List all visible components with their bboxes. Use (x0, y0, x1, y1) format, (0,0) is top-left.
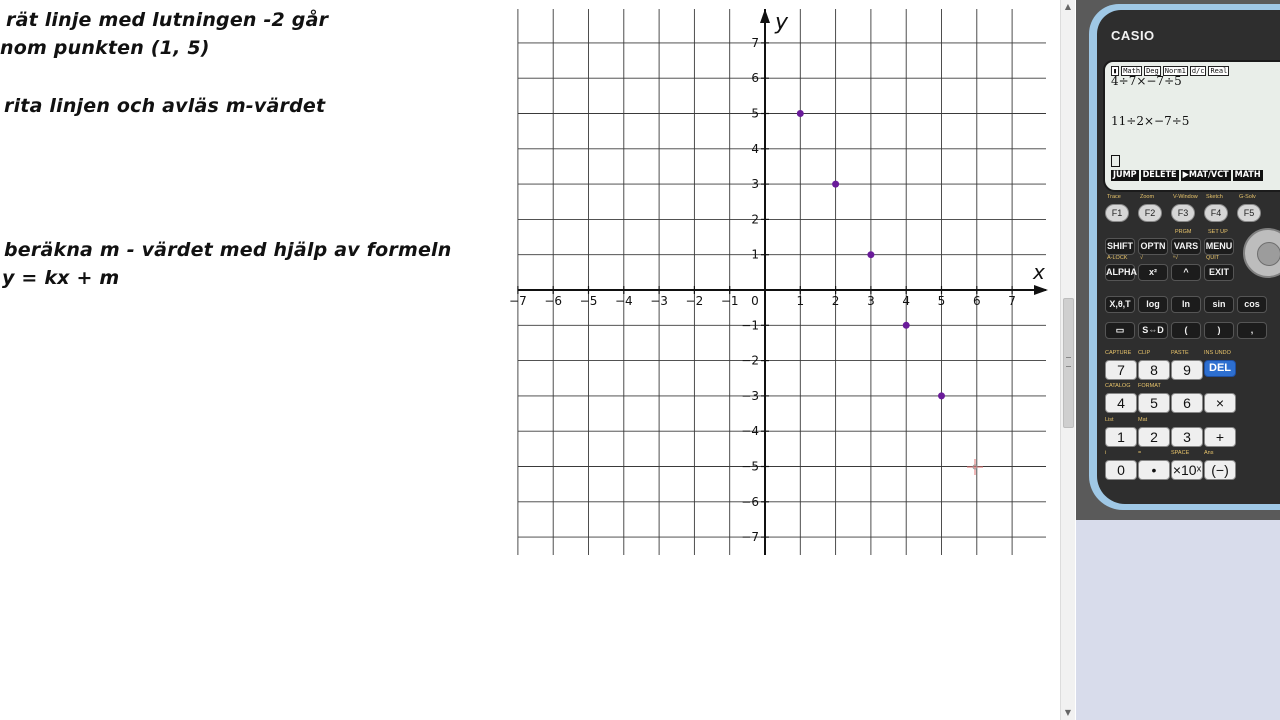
key-3-1[interactable]: • (1138, 460, 1170, 480)
note-line-4: beräkna m - värdet med hjälp av formeln (4, 239, 452, 261)
scrollbar-thumb[interactable] (1063, 298, 1074, 428)
fkey-f1-button[interactable]: F1 (1105, 204, 1129, 222)
x-axis-label: x (1033, 260, 1045, 284)
x-tick-label: 4 (902, 294, 911, 308)
fkey-label: Trace (1107, 194, 1121, 200)
calculator-display (1103, 60, 1280, 192)
crosshair-cursor-icon (966, 458, 984, 476)
dpad-control[interactable] (1243, 228, 1280, 278)
scroll-down-arrow-icon[interactable]: ▼ (1064, 708, 1072, 717)
key-0-0[interactable]: 7 (1105, 360, 1137, 380)
x-axis-arrow-icon (1034, 285, 1048, 295)
casio-logo: CASIO (1111, 28, 1155, 43)
calculator-face (1097, 10, 1280, 504)
data-point (797, 110, 804, 117)
key-row4-2[interactable]: ( (1171, 322, 1201, 339)
fkey-label: Zoom (1140, 194, 1155, 200)
key-vars[interactable]: VARS (1171, 238, 1201, 255)
shift-label: √ (1140, 255, 1144, 261)
key-1-1[interactable]: 5 (1138, 393, 1170, 413)
status-real: Real (1210, 67, 1228, 75)
key-alt-label: CLIP (1138, 350, 1151, 356)
key-alt-label: = (1138, 450, 1142, 456)
softkey-jump: JUMP (1113, 170, 1137, 180)
fkey-label: Sketch (1206, 194, 1223, 200)
data-point (938, 392, 945, 399)
x-tick-label: −1 (720, 294, 739, 308)
key-row4-1[interactable]: S⇔D (1138, 322, 1168, 339)
x-tick-label: −3 (650, 294, 668, 308)
key-alt-label: SPACE (1171, 450, 1190, 456)
status-dc: d/c (1191, 67, 1205, 75)
x-tick-label: 3 (867, 294, 875, 308)
y-tick-label: −6 (741, 494, 759, 509)
calculator-emulator-pane (1076, 0, 1280, 720)
y-tick-label: −2 (741, 353, 759, 368)
key-1-0[interactable]: 4 (1105, 393, 1137, 413)
key-row4-0[interactable]: ▭ (1105, 322, 1135, 339)
fkey-f3-button[interactable]: F3 (1171, 204, 1195, 222)
key-alt-label: PASTE (1171, 350, 1189, 356)
vertical-scrollbar[interactable] (1060, 0, 1075, 720)
key-alt-label: Mat (1138, 417, 1148, 423)
y-tick-label: 6 (751, 71, 759, 86)
key-row2-1[interactable]: x² (1138, 264, 1168, 281)
y-axis-label: y (775, 10, 789, 35)
key-func-3[interactable]: sin (1204, 296, 1234, 313)
y-tick-label: −5 (741, 459, 759, 474)
y-tick-label: −7 (741, 530, 759, 545)
key-row4-4[interactable]: , (1237, 322, 1267, 339)
key-0-2[interactable]: 9 (1171, 360, 1203, 380)
key-1-3[interactable]: × (1204, 393, 1236, 413)
status-deg: Deg (1146, 67, 1159, 75)
x-tick-label: −4 (614, 294, 633, 308)
softkey-math: MATH (1234, 170, 1261, 180)
key-1-2[interactable]: 6 (1171, 393, 1203, 413)
note-line-2: nom punkten (1, 5) (0, 37, 210, 59)
calculator-body (1089, 4, 1280, 510)
y-tick-label: −3 (741, 388, 759, 403)
key-func-0[interactable]: X,θ,T (1105, 296, 1135, 313)
key-0-1[interactable]: 8 (1138, 360, 1170, 380)
x-tick-label: 6 (972, 294, 981, 308)
softkey-mat-vct: ▶MAT/VCT (1182, 170, 1229, 180)
key-optn[interactable]: OPTN (1138, 238, 1168, 255)
origin-label: 0 (751, 294, 759, 308)
key-2-3[interactable]: + (1204, 427, 1236, 447)
display-line-1: 4÷7×−7÷5 (1111, 74, 1182, 88)
x-tick-label: 5 (937, 294, 946, 308)
x-tick-label: −6 (544, 294, 563, 308)
y-tick-label: 2 (751, 212, 759, 227)
data-point (903, 322, 910, 329)
data-point (832, 181, 839, 188)
note-line-1: rät linje med lutningen -2 går (6, 9, 329, 31)
shift-label: QUIT (1206, 255, 1220, 261)
key-func-1[interactable]: log (1138, 296, 1168, 313)
display-cursor (1111, 155, 1120, 167)
fkey-f2-button[interactable]: F2 (1138, 204, 1162, 222)
key-2-2[interactable]: 3 (1171, 427, 1203, 447)
y-tick-label: 1 (751, 247, 759, 262)
key-2-1[interactable]: 2 (1138, 427, 1170, 447)
key-3-3[interactable]: (−) (1204, 460, 1236, 480)
data-point (867, 251, 874, 258)
softkey-bar (1111, 170, 1263, 181)
key-row2-2[interactable]: ^ (1171, 264, 1201, 281)
status-math: Math (1123, 67, 1141, 75)
key-alt-label: i (1105, 450, 1107, 456)
key-row4-3[interactable]: ) (1204, 322, 1234, 339)
scroll-up-arrow-icon[interactable]: ▲ (1064, 2, 1072, 11)
x-tick-label: −7 (509, 294, 527, 308)
y-tick-label: 5 (751, 106, 759, 121)
fkey-f5-button[interactable]: F5 (1237, 204, 1261, 222)
key-3-2[interactable]: ×10ˣ (1172, 462, 1202, 478)
key-alt-label: CAPTURE (1105, 350, 1132, 356)
key-0-3[interactable]: DEL (1204, 360, 1236, 377)
key-alt-label: List (1105, 417, 1114, 423)
note-line-3: rita linjen och avläs m-värdet (4, 95, 326, 117)
key-menu[interactable]: MENU (1204, 238, 1234, 255)
note-line-5: y = kx + m (2, 267, 120, 289)
x-tick-label: −2 (685, 294, 704, 308)
key-alt-label: CATALOG (1105, 383, 1131, 389)
display-line-2: 11÷2×−7÷5 (1111, 114, 1190, 128)
y-axis-arrow-icon (760, 9, 770, 23)
y-tick-label: −4 (741, 424, 759, 439)
key-row2-0[interactable]: ALPHA (1105, 264, 1135, 281)
x-tick-label: 2 (831, 294, 840, 308)
key-2-0[interactable]: 1 (1105, 427, 1137, 447)
x-tick-label: 7 (1008, 294, 1016, 308)
y-tick-label: 3 (751, 177, 759, 192)
dpad-center-icon[interactable] (1257, 242, 1280, 266)
key-3-0[interactable]: 0 (1105, 460, 1137, 480)
key-func-2[interactable]: ln (1171, 296, 1201, 313)
key-row2-3[interactable]: EXIT (1204, 264, 1234, 281)
fkey-label: G-Solv (1239, 194, 1256, 200)
grip-icon (1066, 357, 1071, 367)
shift-label: SET UP (1208, 229, 1228, 235)
battery-icon: ▮ (1113, 67, 1118, 75)
x-tick-label: −5 (579, 294, 598, 308)
key-alt-label: FORMAT (1138, 383, 1161, 389)
softkey-delete: DELETE (1142, 170, 1177, 180)
y-tick-label: 7 (751, 35, 759, 50)
fkey-f4-button[interactable]: F4 (1204, 204, 1228, 222)
status-norm: Norm1 (1164, 67, 1186, 75)
key-alt-label: INS UNDO (1204, 350, 1231, 356)
emulator-frame (1076, 0, 1280, 520)
shift-label: A-LOCK (1107, 255, 1128, 261)
y-tick-label: 4 (751, 141, 759, 156)
y-tick-label: −1 (741, 318, 759, 333)
key-alt-label: Ans (1204, 450, 1214, 456)
shift-label: ⁿ√ (1173, 255, 1179, 261)
x-tick-label: 1 (796, 294, 805, 308)
key-shift[interactable]: SHIFT (1105, 238, 1135, 255)
shift-label: PRGM (1175, 229, 1192, 235)
key-func-4[interactable]: cos (1237, 296, 1267, 313)
fkey-label: V-Window (1173, 194, 1198, 200)
